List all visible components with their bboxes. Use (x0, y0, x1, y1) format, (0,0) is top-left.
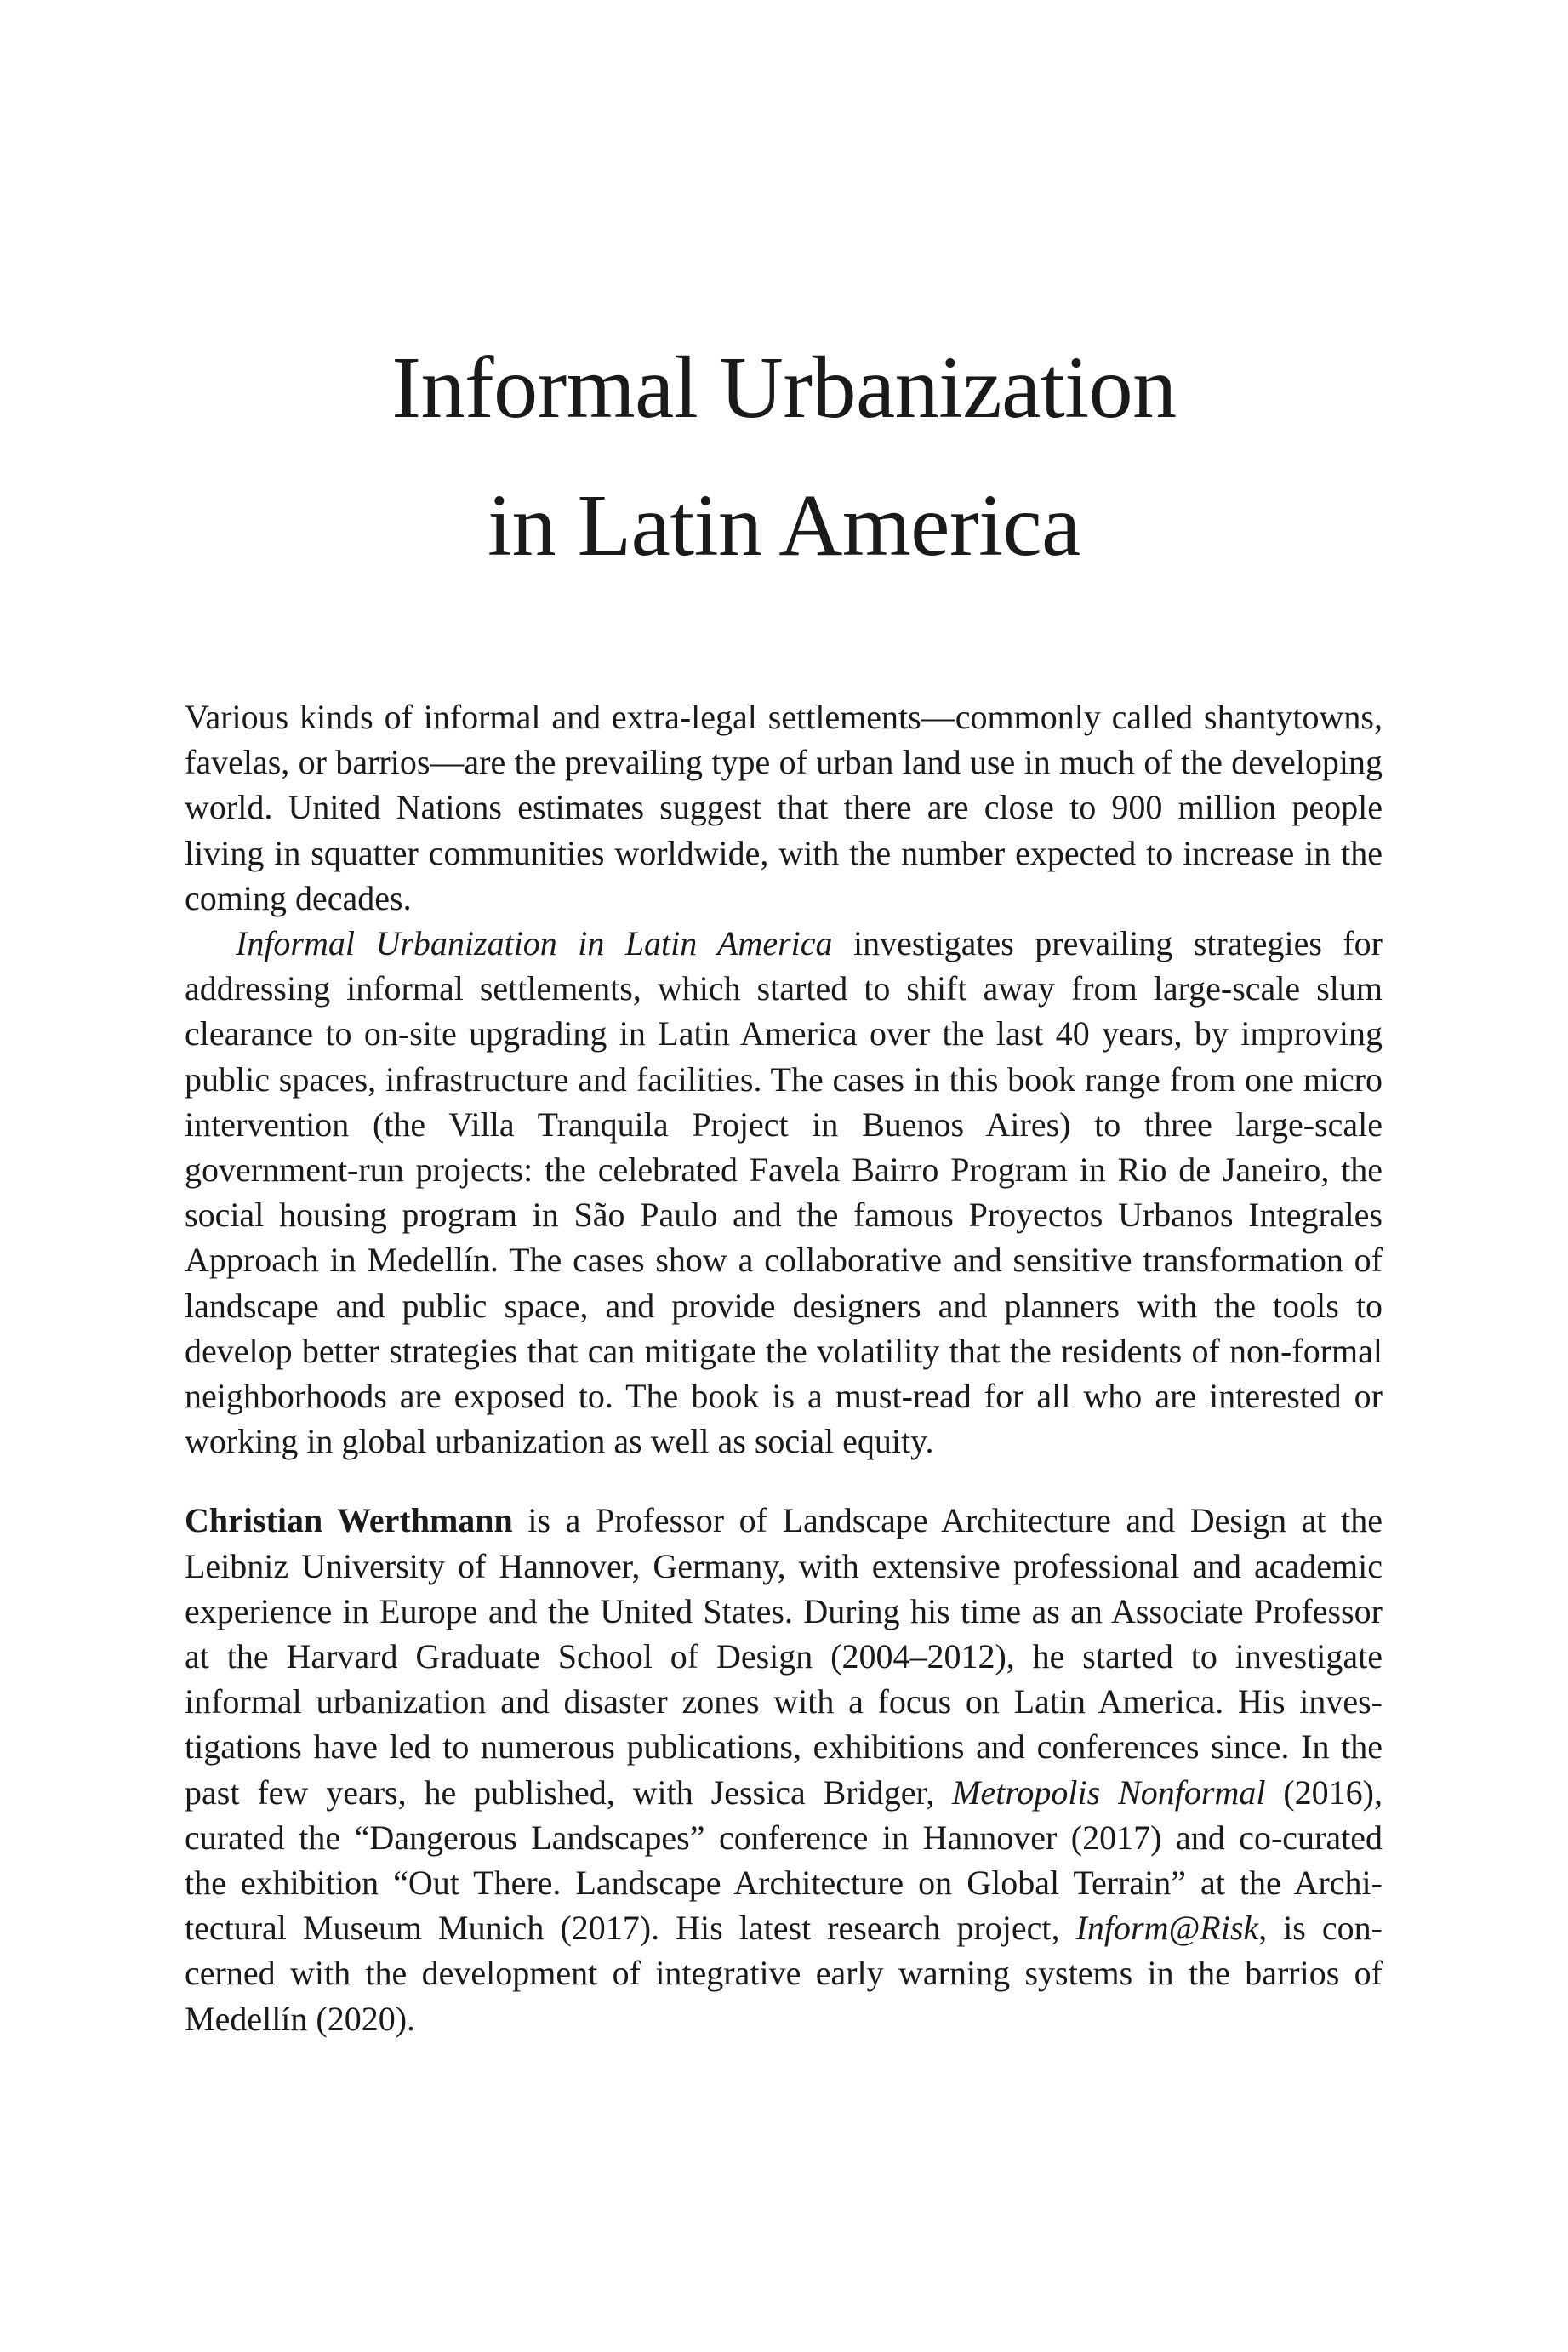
overview-paragraph (185, 921, 1383, 1464)
bio-text-3: , is concerned with the development of integrative early warning systems in the barrios of Medellín (2020). (185, 1909, 1383, 2038)
book-title-italic: Informal Urbanization in Latin America (236, 924, 833, 963)
book-title (0, 319, 1568, 595)
overview-text: investigates prevailing strategies for addressing informal settlements, which started to shift away from large-scale slum clearance to on-site upgrading in Latin America over the last 40 years, by improving public spaces, infrastructure and facilities. The cases in this book range from one micro intervention (the Villa Tranquila Project in Buenos Aires) to three large-scale government-run projects: the celebrated Favela Bairro Program in Rio de Janeiro, the social housing program in São Paulo and the famous Proyectos Urbanos Integrales Approach in Medellín. The cases show a collaborative and sensitive transformation of landscape and public space, and provide designers and planners with the tools to develop better strategies that can mitigate the volatility that the residents of non-formal neighborhoods are exposed to. The book is a must-read for all who are interested or working in global urbanization as well as social equity. (185, 924, 1383, 1461)
bio-book-title: Metropolis Nonformal (952, 1773, 1266, 1812)
description-text (185, 694, 1383, 2041)
bio-project-name: Inform@Risk (1075, 1909, 1259, 1948)
bio-text-1: is a Professor of Landscape Architecture and Design at the Leibniz University of Hannover, Germany, with extensive professional and academic experience in Europe and the United States. During his time as an Associate Professor at the Harvard Graduate School of Design (2004–2012), he started to investigate informal urbanization and disaster zones with a focus on Latin America. His investigations have led to numerous publications, exhibitions and conferences since. In the past few years, he published, with Jessica Bridger, (185, 1501, 1383, 1812)
bio-text-2: (2016), curated the “Dangerous Landscapes” conference in Hannover (2017) and co-curated the exhibition “Out There. Landscape Architecture on Global Terrain” at the Architectural Museum Munich (2017). His latest research project, (185, 1773, 1383, 1948)
author-name: Christian Werthmann (185, 1501, 513, 1540)
intro-paragraph: Various kinds of informal and extra-legal settlements—commonly called shantytowns, favelas, or barrios—are the prevailing type of urban land use in much of the developing world. United Nations estimates suggest that there are close to 900 million people living in squatter communities worldwide, with the number expected to increase in the coming decades. (185, 698, 1383, 917)
author-bio-paragraph (185, 1498, 1383, 2041)
title-line-1: Informal Urbanization (391, 339, 1177, 437)
title-line-2: in Latin America (488, 477, 1080, 574)
